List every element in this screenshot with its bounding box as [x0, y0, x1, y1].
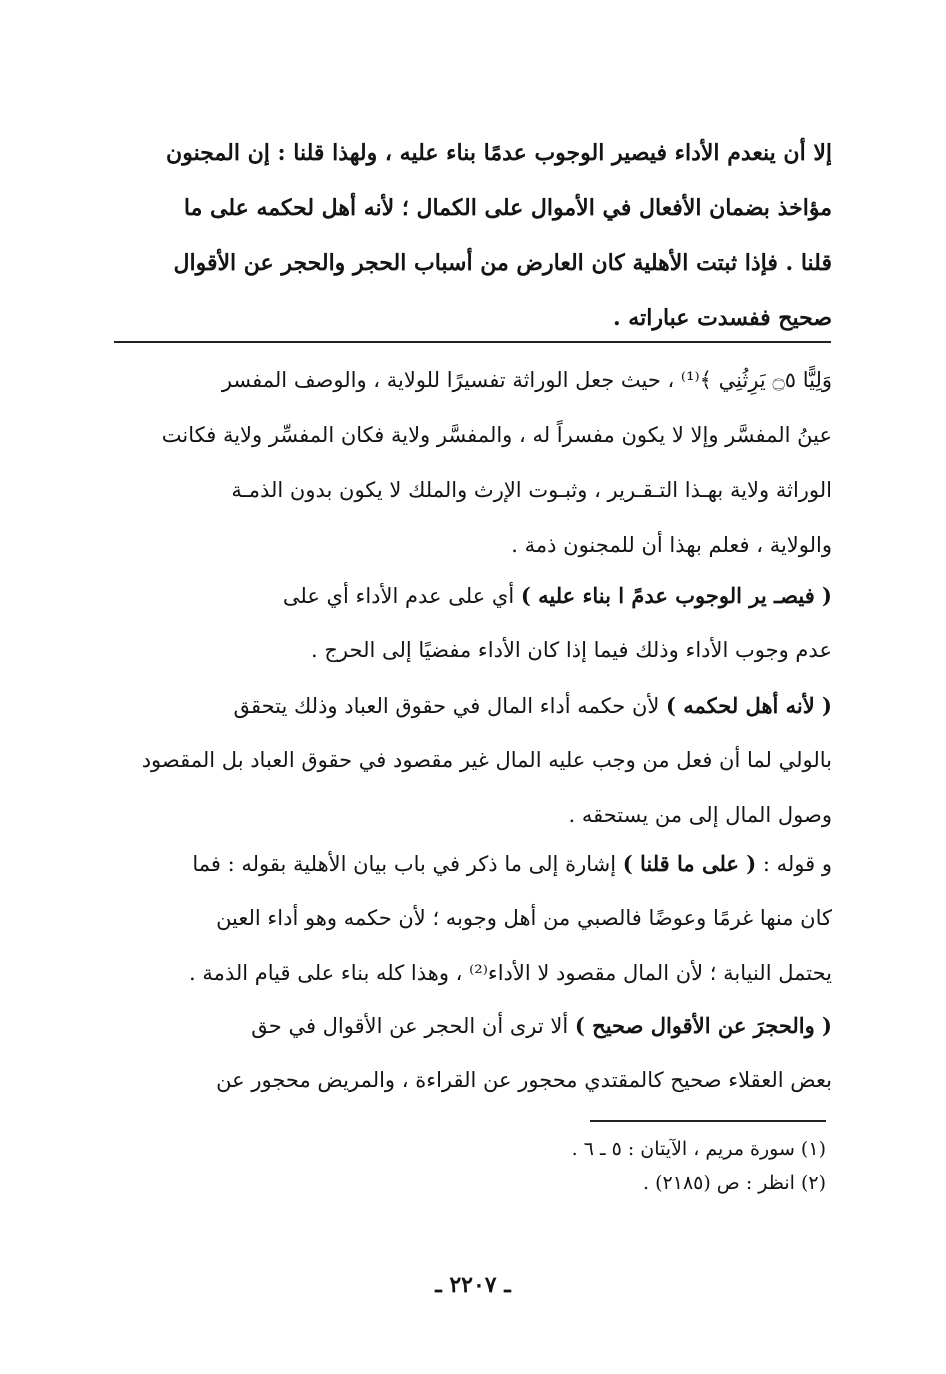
commentary-paragraph-2 [110, 568, 832, 678]
commentary-paragraph-5 [110, 998, 832, 1108]
commentary-line [110, 678, 832, 733]
footnotes [480, 1132, 826, 1200]
lemma-explanation: لأن حكمه أداء المال في حقوق العباد وذلك يتحقق [233, 694, 667, 718]
lemma: ( على ما قلنا ) [622, 851, 757, 876]
commentary-paragraph-4 [110, 836, 832, 1001]
lemma-prefix: و قوله : [756, 852, 832, 876]
lemma: ( فيصـ ير الوجوب عدمً ا بناء عليه ) [520, 583, 832, 608]
commentary-line [110, 998, 832, 1053]
lemma-explanation: إشارة إلى ما ذكر في باب بيان الأهلية بقوله : فما [192, 852, 623, 876]
main-line-1: إلا أن ينعدم الأداء فيصير الوجوب عدمًا بناء عليه ، ولهذا قلنا : إن المجنون [166, 140, 832, 166]
commentary-line: يحتمل النيابة ؛ لأن المال مقصود لا الأداء⁽²⁾ ، وهذا كله بناء على قيام الذمة . [188, 961, 832, 985]
commentary-line: عدم وجوب الأداء وذلك فيما إذا كان الأداء مفضيًا إلى الحرج . [311, 638, 832, 662]
lemma: ( والحجرَ عن الأقوال صحيح ) [574, 1013, 832, 1038]
commentary-line: كان منها غرمًا وعوضًا فالصبي من أهل وجوبه ؛ لأن حكمه وهو أداء العين [216, 906, 832, 930]
footnote-separator [590, 1120, 826, 1122]
main-line-4: صحيح ففسدت عباراته . [612, 305, 832, 331]
footnote-2: (٢) انظر : ص (٢١٨٥) . [643, 1172, 826, 1194]
page-number: ـ ٢٢٠٧ ـ [435, 1272, 511, 1298]
commentary-line: عينُ المفسَّر وإلا لا يكون مفسراً له ، والمفسَّر ولاية فكان المفسِّر ولاية فكانت [161, 423, 832, 447]
lemma-explanation: ألا ترى أن الحجر عن الأقوال في حق [251, 1014, 575, 1038]
commentary-line [110, 568, 832, 623]
commentary-line: بعض العقلاء صحيح كالمقتدي محجور عن القراءة ، والمريض محجور عن [216, 1068, 832, 1092]
commentary-line [110, 836, 832, 891]
main-line-3: قلنا . فإذا ثبتت الأهلية كان العارض من أسباب الحجر والحجر عن الأقوال [173, 250, 832, 276]
footnote-1: (١) سورة مريم ، الآيتان : ٥ ـ ٦ . [571, 1138, 826, 1160]
commentary-line: والولاية ، فعلم بهذا أن للمجنون ذمة . [511, 533, 832, 557]
main-commentary-separator [114, 341, 831, 343]
commentary-line: وصول المال إلى من يستحقه . [568, 803, 832, 827]
commentary-line: الوراثة ولاية بهـذا التـقـرير ، وثبـوت الإرث والملك لا يكون بدون الذمـة [231, 478, 832, 502]
lemma: ( لأنه أهل لحكمه ) [666, 693, 832, 718]
commentary-line: بالولي لما أن فعل من وجب عليه المال غير مقصود في حقوق العباد بل المقصود [141, 748, 832, 772]
main-line-2: مؤاخذ بضمان الأفعال في الأموال على الكمال ؛ لأنه أهل لحكمه على ما [183, 195, 832, 221]
lemma-explanation: أي على عدم الأداء أي على [282, 584, 521, 608]
commentary-text [110, 353, 832, 573]
main-text [110, 126, 832, 346]
commentary-line: وَلِيًّا ۝٥ يَرِثُنِي ﴾⁽¹⁾ ، حيث جعل الوراثة تفسيرًا للولاية ، والوصف المفسر [221, 368, 832, 392]
commentary-paragraph-3 [110, 678, 832, 843]
